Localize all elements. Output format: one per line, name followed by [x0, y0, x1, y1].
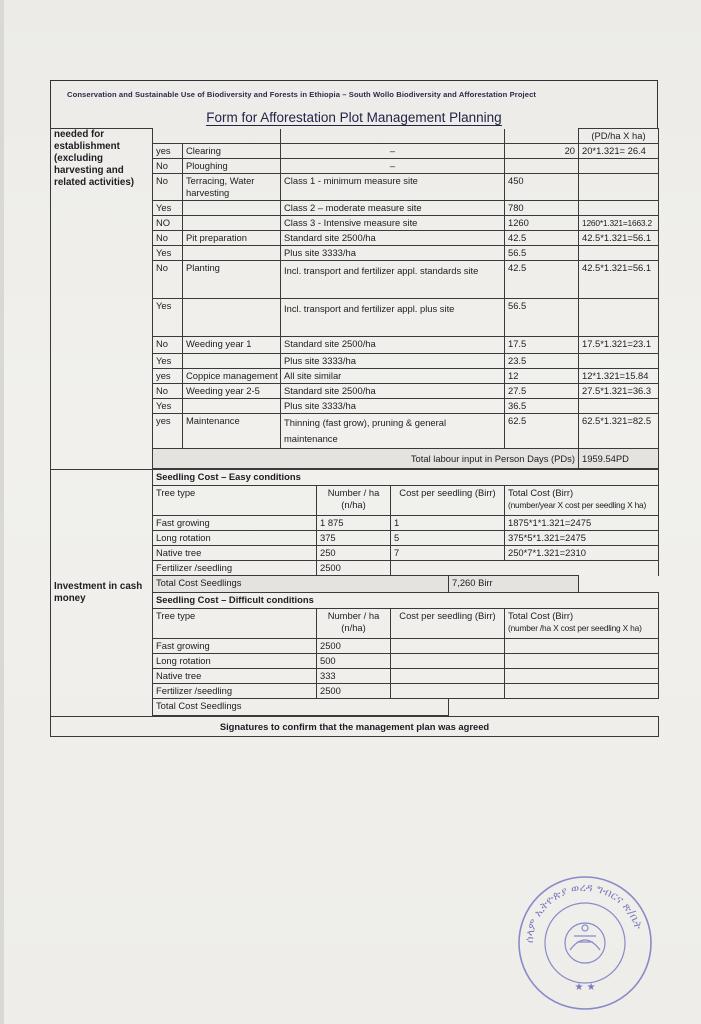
total-cell	[505, 684, 659, 699]
calc-cell: 1260*1.321=1663.2	[579, 216, 659, 231]
pd-cell: 36.5	[505, 399, 579, 414]
col-cost: Cost per seedling (Birr)	[391, 486, 505, 516]
activity-cell	[183, 354, 281, 369]
measure-cell: Standard site 2500/ha	[281, 384, 505, 399]
measure-cell: All site similar	[281, 369, 505, 384]
yn-cell: No	[153, 261, 183, 299]
yn-cell: yes	[153, 369, 183, 384]
tree-type-cell: Long rotation	[153, 531, 317, 546]
pd-cell: 56.5	[505, 299, 579, 337]
pd-cell: 1260	[505, 216, 579, 231]
project-line: Conservation and Sustainable Use of Biodiversity and Forests in Ethiopia – South Wollo Biodiversity and Afforestation Project	[67, 90, 537, 99]
total-cell: 250*7*1.321=2310	[505, 546, 659, 561]
form-title: Form for Afforestation Plot Management Planning	[206, 110, 502, 125]
stamp-inner-ring	[545, 903, 625, 983]
calc-cell	[579, 246, 659, 261]
pd-cell: 23.5	[505, 354, 579, 369]
calc-cell: 42.5*1.321=56.1	[579, 231, 659, 246]
calc-cell: 20*1.321= 26.4	[579, 144, 659, 159]
pd-cell: 20	[505, 144, 579, 159]
calc-cell	[579, 174, 659, 201]
pd-cell: 42.5	[505, 261, 579, 299]
activity-cell: Terracing, Water harvesting	[183, 174, 281, 201]
total-cell: 1875*1*1.321=2475	[505, 516, 659, 531]
measure-cell: Class 1 - minimum measure site	[281, 174, 505, 201]
cost-cell	[391, 654, 505, 669]
yn-cell: No	[153, 231, 183, 246]
measure-cell: Class 3 - Intensive measure site	[281, 216, 505, 231]
activity-cell: Pit preparation	[183, 231, 281, 246]
labour-total-value: 1959.54PD	[579, 449, 659, 469]
col-total-label: Total Cost (Birr)	[508, 610, 574, 621]
activity-cell	[183, 201, 281, 216]
yn-cell: Yes	[153, 399, 183, 414]
number-cell: 2500	[317, 684, 391, 699]
activity-cell: Weeding year 1	[183, 337, 281, 354]
yn-cell: Yes	[153, 201, 183, 216]
number-cell: 333	[317, 669, 391, 684]
yn-cell: No	[153, 384, 183, 399]
calc-cell	[579, 201, 659, 216]
activity-cell: Clearing	[183, 144, 281, 159]
number-cell: 500	[317, 654, 391, 669]
calc-cell	[579, 399, 659, 414]
col-tree-type: Tree type	[153, 486, 317, 516]
activity-cell	[183, 216, 281, 231]
measure-cell: Plus site 3333/ha	[281, 354, 505, 369]
pd-cell: 780	[505, 201, 579, 216]
pd-cell: 62.5	[505, 414, 579, 449]
difficult-title: Seedling Cost – Difficult conditions	[153, 593, 659, 609]
pd-cell: 17.5	[505, 337, 579, 354]
col-tree-type: Tree type	[153, 609, 317, 639]
tree-type-cell: Long rotation	[153, 654, 317, 669]
activity-cell	[183, 399, 281, 414]
number-cell: 1 875	[317, 516, 391, 531]
stamp-emblem	[565, 923, 605, 963]
cost-cell	[391, 669, 505, 684]
yn-cell: Yes	[153, 246, 183, 261]
labour-side-label: needed for establishment (excluding harvesting and related activities)	[51, 129, 153, 470]
yn-cell: Yes	[153, 299, 183, 337]
col-total-label: Total Cost (Birr)	[508, 487, 574, 498]
measure-cell: Incl. transport and fertilizer appl. standards site	[281, 261, 505, 299]
tree-type-cell: Fast growing	[153, 639, 317, 654]
activity-cell: Ploughing	[183, 159, 281, 174]
labour-total-label: Total labour input in Person Days (PDs)	[153, 449, 579, 469]
tree-type-cell: Native tree	[153, 669, 317, 684]
calc-cell: 17.5*1.321=23.1	[579, 337, 659, 354]
stamp-star: ★ ★	[574, 982, 596, 993]
yn-cell: No	[153, 337, 183, 354]
activity-cell	[183, 299, 281, 337]
number-cell: 250	[317, 546, 391, 561]
total-cell: 375*5*1.321=2475	[505, 531, 659, 546]
col-total	[505, 486, 659, 516]
measure-cell: Standard site 2500/ha	[281, 337, 505, 354]
difficult-total-label: Total Cost Seedlings	[153, 699, 449, 716]
cost-cell	[391, 561, 659, 576]
signatures-label: Signatures to confirm that the management plan was agreed	[51, 717, 659, 737]
easy-total-label: Total Cost Seedlings	[153, 576, 449, 593]
calc-cell: 27.5*1.321=36.3	[579, 384, 659, 399]
yn-cell: Yes	[153, 354, 183, 369]
tree-type-cell: Native tree	[153, 546, 317, 561]
measure-cell: Class 2 – moderate measure site	[281, 201, 505, 216]
col-total	[505, 609, 659, 639]
total-cell	[505, 669, 659, 684]
form-sheet	[50, 80, 658, 870]
calc-cell	[579, 159, 659, 174]
tree-type-cell: Fertilizer /seedling	[153, 561, 317, 576]
easy-total-value: 7,260 Birr	[449, 576, 579, 593]
cost-cell: 5	[391, 531, 505, 546]
cost-cell	[391, 639, 505, 654]
calc-cell: 62.5*1.321=82.5	[579, 414, 659, 449]
investment-side-label: Investment in cash money	[51, 470, 153, 717]
number-cell: 375	[317, 531, 391, 546]
yn-cell: No	[153, 174, 183, 201]
measure-cell: –	[281, 144, 505, 159]
yn-cell: No	[153, 159, 183, 174]
project-header	[50, 80, 658, 107]
unit-header: (PD/ha X ha)	[579, 129, 659, 144]
cost-cell: 7	[391, 546, 505, 561]
calc-cell: 12*1.321=15.84	[579, 369, 659, 384]
yn-cell: yes	[153, 144, 183, 159]
calc-cell	[579, 299, 659, 337]
official-stamp	[514, 872, 656, 1014]
easy-title: Seedling Cost – Easy conditions	[153, 470, 659, 486]
cost-cell	[391, 684, 505, 699]
number-cell: 2500	[317, 639, 391, 654]
total-cell	[505, 639, 659, 654]
measure-cell: –	[281, 159, 505, 174]
pd-cell: 27.5	[505, 384, 579, 399]
signatures-row	[51, 717, 659, 737]
number-cell: 2500	[317, 561, 391, 576]
pd-cell: 450	[505, 174, 579, 201]
yn-cell: yes	[153, 414, 183, 449]
tree-type-cell: Fertilizer /seedling	[153, 684, 317, 699]
measure-cell: Standard site 2500/ha	[281, 231, 505, 246]
calc-cell: 42.5*1.321=56.1	[579, 261, 659, 299]
form-title-row	[50, 106, 658, 128]
measure-cell: Incl. transport and fertilizer appl. plus site	[281, 299, 505, 337]
pd-cell: 42.5	[505, 231, 579, 246]
yn-cell: NO	[153, 216, 183, 231]
col-number: Number / ha (n/ha)	[317, 486, 391, 516]
stamp-text: ሰላም ኢትዮጵያ ወረዳ ግብርና ጽ/ቤት	[522, 880, 645, 944]
measure-cell: Plus site 3333/ha	[281, 399, 505, 414]
management-table	[50, 128, 659, 737]
col-total-sub: (number /ha X cost per seedling X ha)	[508, 623, 642, 633]
col-cost: Cost per seedling (Birr)	[391, 609, 505, 639]
total-cell	[505, 654, 659, 669]
pd-cell: 12	[505, 369, 579, 384]
calc-cell	[579, 354, 659, 369]
document-page	[4, 0, 701, 1024]
measure-cell: Plus site 3333/ha	[281, 246, 505, 261]
col-total-sub: (number/year X cost per seedling X ha)	[508, 500, 647, 510]
tree-type-cell: Fast growing	[153, 516, 317, 531]
pd-cell: 56.5	[505, 246, 579, 261]
activity-cell	[183, 246, 281, 261]
activity-cell: Weeding year 2-5	[183, 384, 281, 399]
cost-cell: 1	[391, 516, 505, 531]
activity-cell: Coppice management	[183, 369, 281, 384]
measure-cell: Thinning (fast grow), pruning & general maintenance	[281, 414, 505, 449]
activity-cell: Planting	[183, 261, 281, 299]
pd-cell	[505, 159, 579, 174]
activity-cell: Maintenance	[183, 414, 281, 449]
col-number: Number / ha (n/ha)	[317, 609, 391, 639]
